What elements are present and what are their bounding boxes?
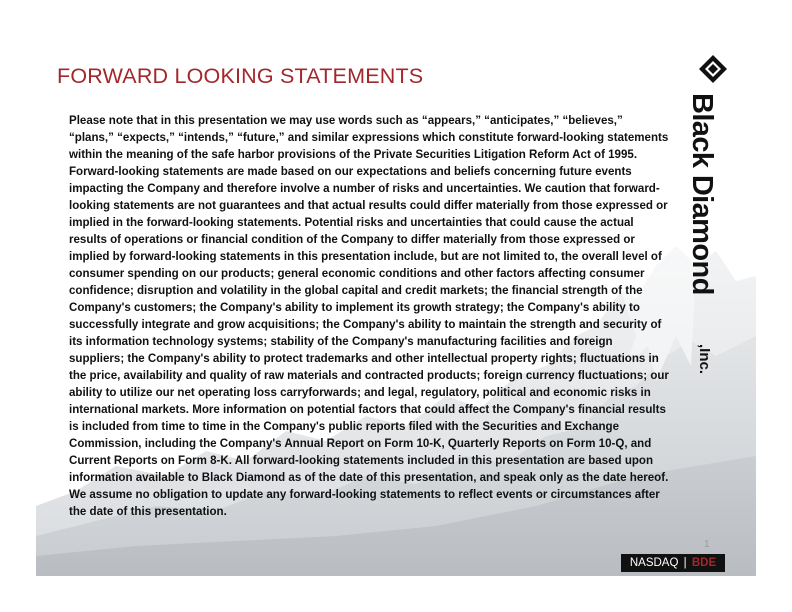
nasdaq-ticker-bar bbox=[621, 554, 725, 572]
ticker-symbol: BDE bbox=[691, 557, 717, 569]
diamond-logo-icon bbox=[698, 54, 728, 84]
forward-looking-statement-body: Please note that in this presentation we may use words such as “appears,” “anticipates,” “believes,” “plans,” “expects,” “intends,” “future,” and similar expressions which constitute forward-looking statements within the meaning of the safe harbor provisions of the Private Securities Litigation Reform Act of 1995. Forward-looking statements are made based on our expectations and beliefs concerning future events impacting the Company and therefore involve a number of risks and uncertainties. We caution that forward-looking statements are not guarantees and that actual results could differ materially from those expressed or implied in the forward-looking statements. Potential risks and uncertainties that could cause the actual results of operations or financial condition of the Company to differ materially from those expressed or implied by forward-looking statements in this presentation include, but are not limited to, the overall level of consumer spending on our products; general economic conditions and other factors affecting consumer confidence; disruption and volatility in the global capital and credit markets; the financial strength of the Company's customers; the Company's ability to implement its growth strategy; the Company's ability to successfully integrate and grow acquisitions; the Company's ability to maintain the strength and security of its information technology systems; stability of the Company's manufacturing facilities and foreign suppliers; the Company's ability to protect trademarks and other intellectual property rights; fluctuations in the price, availability and quality of raw materials and contracted products; foreign currency fluctuations; our ability to utilize our net operating loss carryforwards; and legal, regulatory, political and economic risks in international markets. More information on potential factors that could affect the Company's financial results is included from time to time in the Company's public reports filed with the Securities and Exchange Commission, including the Company's Annual Report on Form 10-K, Quarterly Reports on Form 10-Q, and Current Reports on Form 8-K. All forward-looking statements included in this presentation are based upon information available to Black Diamond as of the date of this presentation, and speak only as the date hereof. We assume no obligation to update any forward-looking statements to reflect events or circumstances after the date of this presentation. bbox=[69, 115, 669, 518]
black-diamond-logo bbox=[686, 54, 728, 375]
logo-wordmark: Black Diamond bbox=[686, 93, 718, 295]
exchange-label: NASDAQ bbox=[629, 557, 679, 569]
logo-suffix: ,Inc. bbox=[696, 344, 713, 375]
page-number: 1 bbox=[704, 539, 710, 550]
slide-title: FORWARD LOOKING STATEMENTS bbox=[57, 64, 424, 88]
ticker-separator: | bbox=[683, 557, 687, 569]
slide bbox=[36, 36, 756, 576]
